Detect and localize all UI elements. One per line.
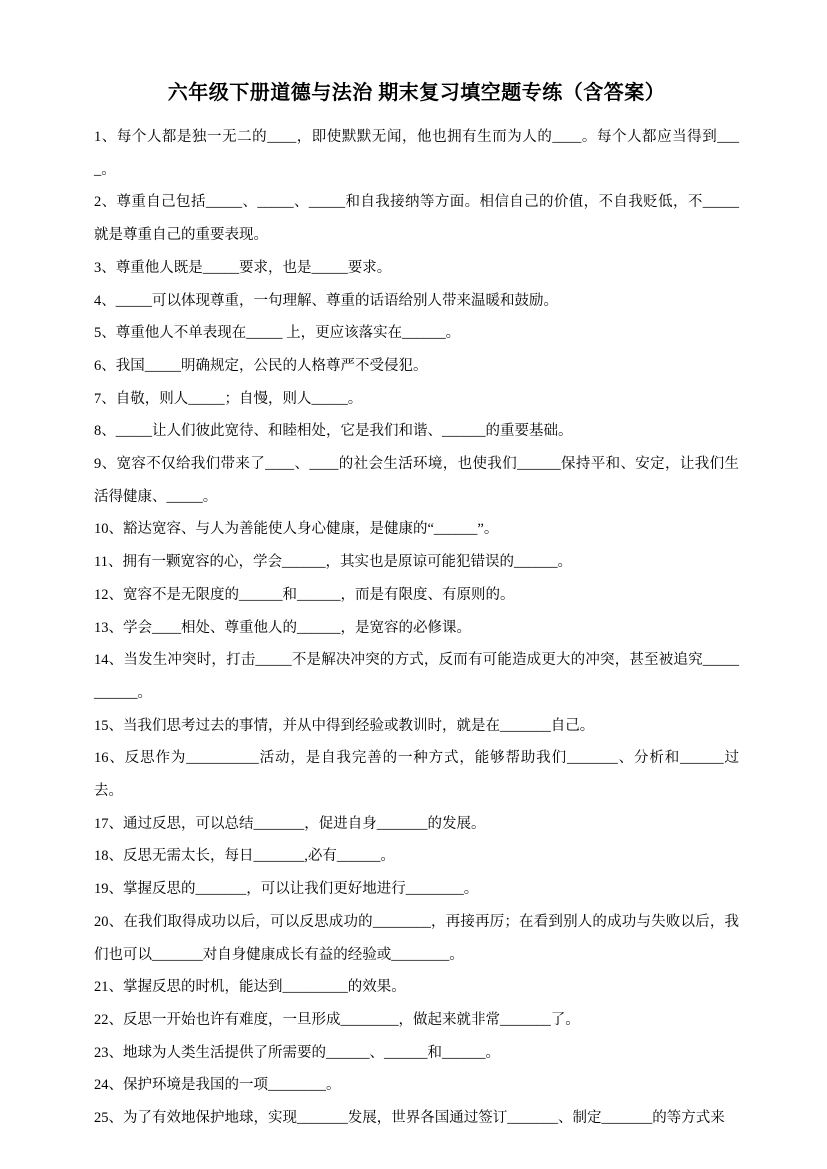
question-item-24: 24、保护环境是我国的一项________。 bbox=[94, 1077, 341, 1094]
question-item-10: 10、豁达宽容、与人为善能使人身心健康，是健康的“______”。 bbox=[94, 521, 499, 538]
question-item-12: 12、宽容不是无限度的______和______，而是有限度、有原则的。 bbox=[94, 586, 515, 603]
question-item-16: 16、反思作为__________活动，是自我完善的一种方式，能够帮助我们_______、分析和______过去。 bbox=[94, 750, 739, 800]
question-item-19: 19、掌握反思的_______，可以让我们更好地进行________。 bbox=[94, 881, 479, 898]
question-item-1: 1、每个人都是独一无二的____，即使默默无闻，他也拥有生而为人的____。每个人都应当得到____。 bbox=[94, 129, 739, 178]
question-item-21: 21、掌握反思的时机，能达到_________的效果。 bbox=[94, 979, 406, 996]
question-item-22: 22、反思一开始也许有难度，一旦形成________，做起来就非常_______了。 bbox=[94, 1011, 580, 1028]
question-item-13: 13、学会____相处、尊重他人的______，是宽容的必修课。 bbox=[94, 619, 471, 636]
question-item-5: 5、尊重他人不单表现在_____ 上，更应该落实在______。 bbox=[94, 325, 461, 342]
question-list bbox=[94, 121, 739, 1135]
question-item-4: 4、_____可以体现尊重，一句理解、尊重的话语给别人带来温暖和鼓励。 bbox=[94, 292, 558, 309]
question-item-14: 14、当发生冲突时，打击_____不是解决冲突的方式，反而有可能造成更大的冲突，甚至被追究___________。 bbox=[94, 652, 739, 701]
question-item-25: 25、为了有效地保护地球，实现_______发展，世界各国通过签订_______、制定_______的等方式来 bbox=[94, 1110, 725, 1127]
question-item-8: 8、_____让人们彼此宽待、和睦相处，它是我们和谐、______的重要基础。 bbox=[94, 423, 573, 440]
question-item-7: 7、自敬，则人_____；自慢，则人_____。 bbox=[94, 390, 363, 407]
question-item-15: 15、当我们思考过去的事情，并从中得到经验或教训时，就是在_______自己。 bbox=[94, 717, 595, 734]
question-item-17: 17、通过反思，可以总结_______，促进自身_______的发展。 bbox=[94, 815, 486, 832]
document-title: 六年级下册道德与法治 期末复习填空题专练（含答案） bbox=[167, 82, 666, 104]
question-item-20: 20、在我们取得成功以后，可以反思成功的________，再接再厉；在看到别人的成功与失败以后，我们也可以_______对自身健康成长有益的经验或________。 bbox=[94, 913, 739, 963]
question-item-2: 2、尊重自己包括_____、_____、_____和自我接纳等方面。相信自己的价值，不自我贬低，不_____就是尊重自己的重要表现。 bbox=[94, 194, 739, 244]
question-item-18: 18、反思无需太长，每日_______,必有______。 bbox=[94, 848, 395, 865]
question-item-11: 11、拥有一颗宽容的心，学会______，其实也是原谅可能犯错误的______。 bbox=[94, 554, 572, 571]
question-item-9: 9、宽容不仅给我们带来了____、____的社会生活环境，也使我们______保持平和、安定，让我们生活得健康、_____。 bbox=[94, 456, 739, 505]
question-item-6: 6、我国_____明确规定，公民的人格尊严不受侵犯。 bbox=[94, 357, 428, 374]
question-item-23: 23、地球为人类生活提供了所需要的______、______和______。 bbox=[94, 1044, 500, 1061]
question-item-3: 3、尊重他人既是_____要求，也是_____要求。 bbox=[94, 259, 392, 276]
